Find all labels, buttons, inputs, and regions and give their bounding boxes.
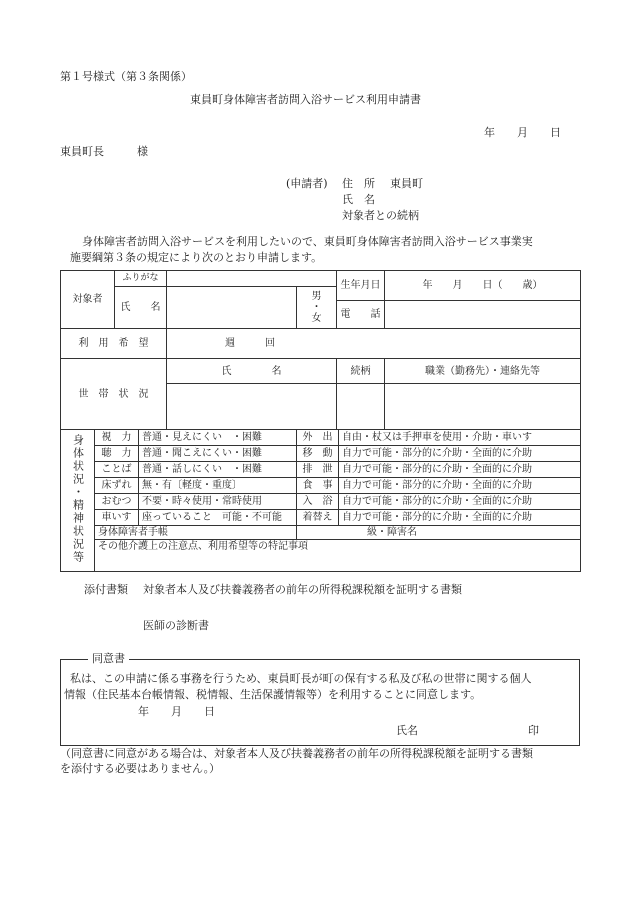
- birth-field[interactable]: 年 月 日（ 歳）: [385, 271, 581, 301]
- usage-label: 利 用 希 望: [61, 329, 167, 359]
- address-value: 東員町: [390, 177, 423, 190]
- consent-line-2: 情報（住民基本台帳情報、税情報、生活保護情報等）を利用することに同意します。: [64, 688, 482, 701]
- form-title: 東員町身体障害者訪問入浴サービス利用申請書: [190, 93, 421, 106]
- cond-options[interactable]: 普通・話しにくい ・困難: [139, 462, 297, 478]
- intro-line-2: 施要綱第３条の規定により次のとおり申請します。: [70, 251, 323, 264]
- cond-options[interactable]: 自力で可能・部分的に介助・全面的に介助: [339, 446, 581, 462]
- household-relation-field[interactable]: [337, 384, 385, 430]
- applicant-label: (申請者): [286, 177, 328, 190]
- cond-options[interactable]: 無・有〔軽度・重度〕: [139, 478, 297, 494]
- condition-table: [60, 429, 581, 572]
- cond-options[interactable]: 自力で可能・部分的に介助・全面的に介助: [339, 462, 581, 478]
- intro-line-1: 身体障害者訪問入浴サービスを利用したいので、東員町身体障害者訪問入浴サービス事業実: [82, 235, 533, 248]
- consent-name-label: 氏名: [396, 724, 418, 737]
- form-number: 第１号様式（第３条関係）: [60, 70, 192, 83]
- cond-label: 外 出: [297, 430, 339, 446]
- name-field[interactable]: [167, 287, 297, 329]
- cond-label: 聴 力: [95, 446, 139, 462]
- cond-label: 着替え: [297, 510, 339, 526]
- subject-label: 対象者: [61, 271, 115, 329]
- attachment-1: 対象者本人及び扶養義務者の前年の所得税課税額を証明する書類: [143, 583, 462, 596]
- cond-options[interactable]: 不要・時々使用・常時使用: [139, 494, 297, 510]
- name-label-cell: 氏 名: [115, 287, 167, 329]
- attachments-label: 添付書類: [84, 583, 128, 596]
- furigana-label: ふりがな: [115, 271, 167, 287]
- date-line: 年 月 日: [484, 126, 561, 139]
- household-relation-header: 続柄: [337, 359, 385, 384]
- cond-label: 床ずれ: [95, 478, 139, 494]
- household-name-header: 氏 名: [167, 359, 337, 384]
- relation-label: 対象者との続柄: [342, 209, 419, 222]
- other-notes-label: その他介護上の注意点、利用希望等の特記事項: [95, 540, 581, 554]
- other-notes-field[interactable]: [95, 554, 581, 572]
- furigana-field[interactable]: [167, 271, 337, 287]
- consent-date: 年 月 日: [138, 705, 215, 718]
- usage-field[interactable]: 週 回: [167, 329, 581, 359]
- consent-title: 同意書: [88, 653, 129, 664]
- cond-label: 視 力: [95, 430, 139, 446]
- addressee: 東員町長 様: [60, 145, 148, 158]
- household-job-field[interactable]: [385, 384, 581, 430]
- cond-label: 食 事: [297, 478, 339, 494]
- birth-label: 生年月日: [337, 271, 385, 301]
- cond-label: おむつ: [95, 494, 139, 510]
- cond-options[interactable]: 普通・聞こえにくい・困難: [139, 446, 297, 462]
- household-job-header: 職業（勤務先）・連絡先等: [385, 359, 581, 384]
- cond-options[interactable]: 自由・杖又は手押車を使用・介助・車いす: [339, 430, 581, 446]
- address-label: 住 所: [342, 177, 375, 190]
- phone-field[interactable]: [385, 301, 581, 329]
- name-label: 氏 名: [342, 193, 375, 206]
- cond-options[interactable]: 自力で可能・部分的に介助・全面的に介助: [339, 494, 581, 510]
- cond-label: 車いす: [95, 510, 139, 526]
- handbook-field[interactable]: 級・障害名: [297, 526, 581, 540]
- household-label: 世 帯 状 況: [61, 359, 167, 430]
- note-line-1: （同意書に同意がある場合は、対象者本人及び扶養義務者の前年の所得税課税額を証明する書類: [60, 747, 533, 760]
- sex-choice[interactable]: 男 ・ 女: [297, 287, 337, 329]
- note-line-2: を添付する必要はありません。）: [60, 762, 221, 775]
- handbook-label: 身体障害者手帳: [95, 526, 297, 540]
- cond-options[interactable]: 座っていること 可能・不可能: [139, 510, 297, 526]
- household-name-field[interactable]: [167, 384, 337, 430]
- cond-options[interactable]: 自力で可能・部分的に介助・全面的に介助: [339, 510, 581, 526]
- cond-options[interactable]: 普通・見えにくい ・困難: [139, 430, 297, 446]
- cond-label: 排 泄: [297, 462, 339, 478]
- cond-options[interactable]: 自力で可能・部分的に介助・全面的に介助: [339, 478, 581, 494]
- phone-label: 電 話: [337, 301, 385, 329]
- attachment-2: 医師の診断書: [143, 619, 209, 632]
- consent-line-1: 私は、この申請に係る事務を行うため、東員町長が町の保有する私及び私の世帯に関する個人: [70, 672, 532, 685]
- cond-label: ことば: [95, 462, 139, 478]
- seal-mark: 印: [528, 724, 539, 737]
- cond-label: 入 浴: [297, 494, 339, 510]
- cond-label: 移 動: [297, 446, 339, 462]
- condition-vertical-label: 身体状況・精神状況等: [61, 430, 95, 572]
- application-table: [60, 270, 581, 430]
